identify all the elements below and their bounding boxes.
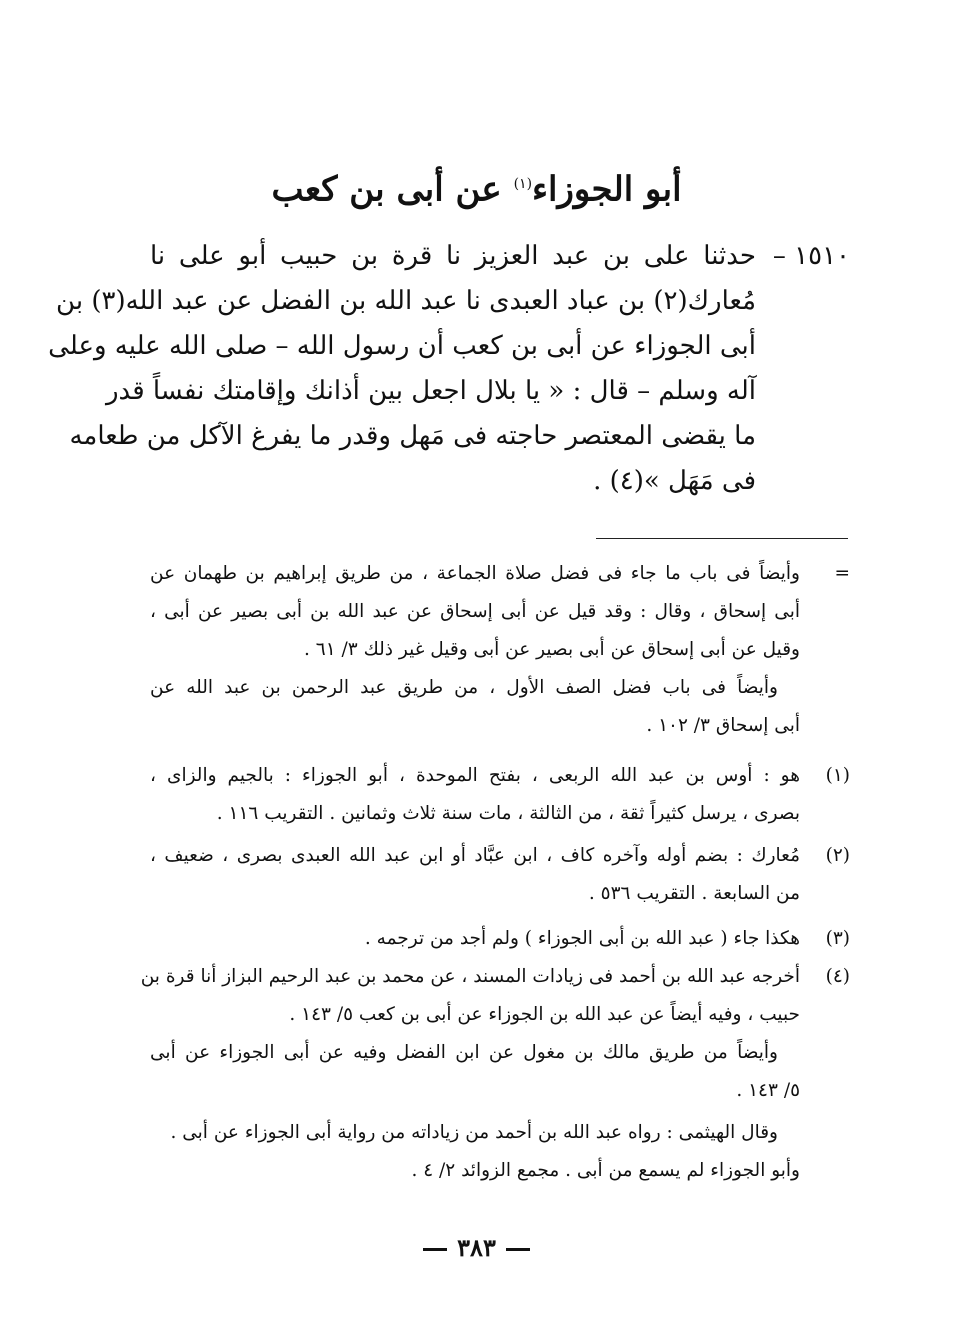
footnote-line: وقيل عن أبى إسحاق عن أبى بصير عن أبى وقيل غير ذلك ٣/ ٦١ .	[304, 639, 800, 660]
footnote-line: وأيضاً فى باب ما جاء فى فضل صلاة الجماعة ، من طريق إبراهيم بن طهمان عن	[150, 563, 800, 584]
hadith-line: فى مَهَل »(٤) .	[593, 466, 756, 496]
footnote-line: أبى إسحاق ٣/ ١٠٢ .	[646, 715, 800, 736]
footnote-line: من السابعة . التقريب ٥٣٦ .	[588, 883, 800, 904]
hadith-line: ما يقضى المعتصر حاجته فى مَهل وقدر ما يفرغ الآكل من طعامه	[69, 421, 756, 451]
footnote-4	[140, 958, 850, 1198]
footnote-line: بصرى ، يرسل كثيراً ثقة ، من الثالثة ، مات سنة ثلاث وثمانين . التقريب ١١٦ .	[216, 803, 800, 824]
chapter-title	[0, 158, 953, 215]
title-footnote-ref: (١)	[513, 176, 533, 192]
footnote-body	[150, 920, 800, 958]
hadith-line: أبى الجوزاء عن أبى بن كعب أن رسول الله – صلى الله عليه وعلى	[48, 331, 756, 361]
hadith-number: ١٥١٠ –	[772, 241, 850, 271]
footnote-body	[150, 837, 800, 913]
footnote-continuation	[150, 555, 850, 745]
footnote-line: حبيب ، وفيه أيضاً عن عبد الله بن الجوزاء عن أبى بن كعب ٥/ ١٤٣ .	[289, 1004, 800, 1025]
page-number-footer	[0, 1230, 953, 1266]
footnote-line: أبى إسحاق ، وقال : وقد قيل عن أبى إسحاق عن عبد الله بن أبى بصير عن أبى ،	[150, 601, 800, 622]
footnote-body	[150, 757, 800, 833]
footnote-line: هو : أوس بن عبد الله الربعى ، بفتح الموحدة ، أبو الجوزاء : بالجيم والزاى ،	[150, 765, 800, 786]
dash-right	[506, 1248, 530, 1251]
hadith-line: آله وسلم – قال : « يا بلال اجعل بين أذانك وإقامتك نفساً قدر	[105, 376, 756, 406]
footnote-1	[150, 757, 850, 833]
footnote-mark: (١)	[825, 765, 850, 786]
hadith-line: مُعارك(٢) بن عباد العبدى نا عبد الله بن الفضل عن عبد الله(٣) بن	[56, 286, 756, 316]
footnote-mark: (٢)	[825, 845, 850, 866]
hadith-line: حدثنا على بن عبد العزيز نا قرة بن حبيب أبو على نا	[150, 241, 757, 271]
footnote-line: هكذا جاء ( عبد الله بن أبى الجوزاء ) ولم أجد من ترجمه .	[364, 928, 800, 949]
footnote-3	[150, 920, 850, 958]
hadith-block	[48, 234, 850, 504]
footnote-line: وأيضاً من طريق مالك بن مغول عن ابن الفضل وفيه عن أبى الجوزاء عن أبى	[150, 1042, 778, 1063]
footnote-line: ٥/ ١٤٣ .	[736, 1080, 800, 1101]
title-text-after: عن أبى بن كعب	[271, 169, 514, 210]
footnote-mark: =	[834, 563, 850, 584]
footnote-mark: (٤)	[825, 966, 850, 987]
page-number: ٣٨٣	[457, 1233, 496, 1262]
footnote-body	[150, 555, 800, 745]
footnote-line: وأيضاً فى باب فضل الصف الأول ، من طريق عبد الرحمن بن عبد الله عن	[150, 677, 778, 698]
footnote-separator	[596, 538, 848, 539]
footnote-2	[150, 837, 850, 913]
footnote-line: مُعارك : بضم أوله وآخره كاف ، ابن عبَّاد أو ابن عبد الله العبدى بصرى ، ضعيف ،	[150, 845, 800, 866]
title-text-before: أبو الجوزاء	[532, 169, 682, 210]
dash-left	[423, 1248, 447, 1251]
footnote-body	[140, 958, 800, 1190]
footnote-line: أخرجه عبد الله بن أحمد فى زيادات المسند ، عن محمد بن عبد الرحيم البزاز أنا قرة بن	[140, 966, 800, 987]
footnote-line: وقال الهيثمى : رواه عبد الله بن أحمد من زياداته من رواية أبى الجوزاء عن أبى .	[170, 1122, 778, 1143]
footnote-mark: (٣)	[825, 928, 850, 949]
footnote-line: وأبو الجوزاء لم يسمع من أبى . مجمع الزوائد ٢/ ٤ .	[411, 1160, 800, 1181]
